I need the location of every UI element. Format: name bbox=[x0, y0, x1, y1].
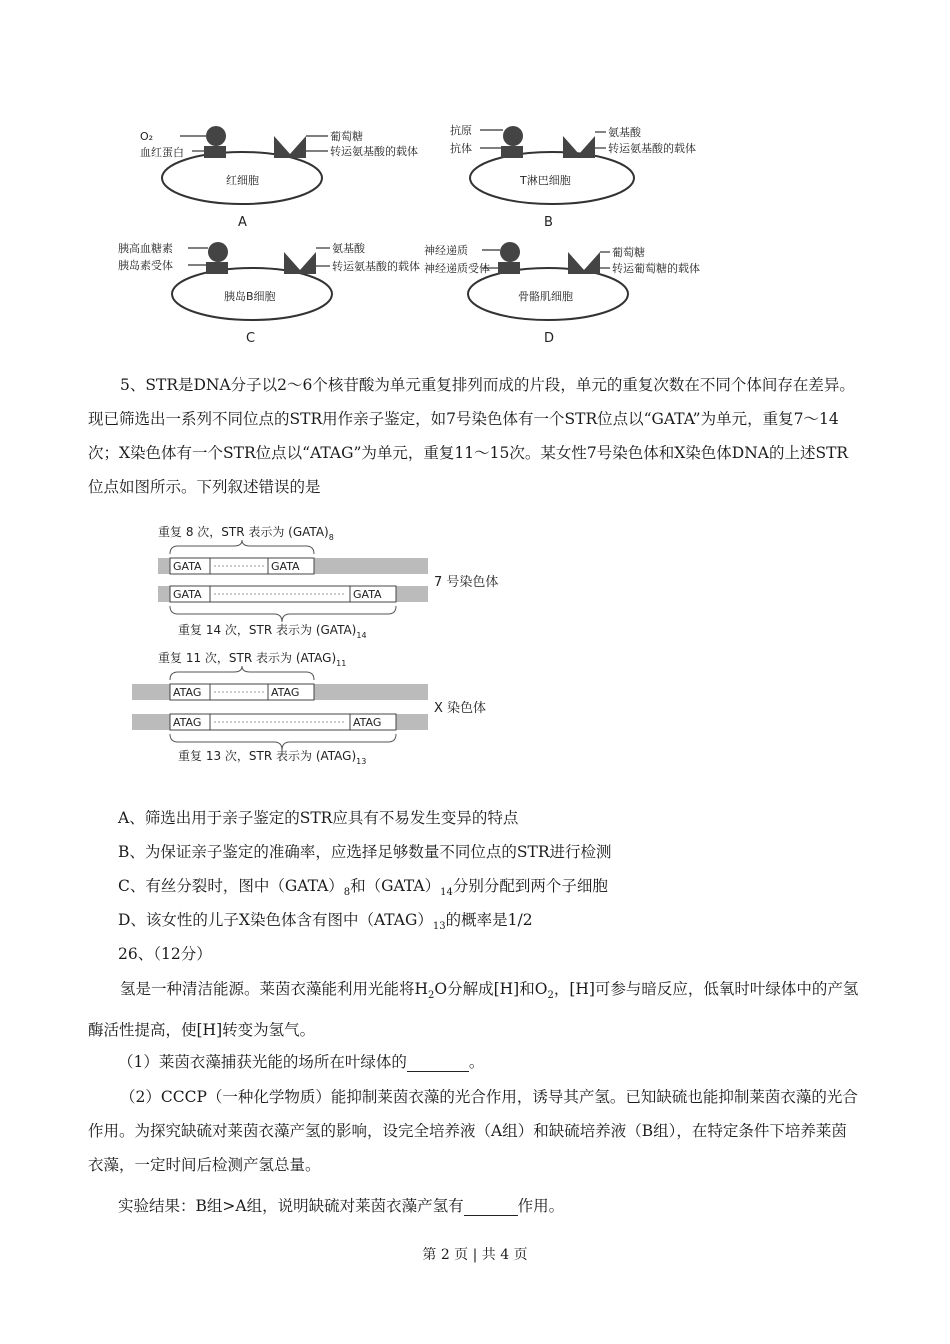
question-26-result: 实验结果：B组>A组，说明缺硫对莱茵衣藻产氢有 作用。 bbox=[118, 1197, 565, 1215]
chrX-unit-4: ATAG bbox=[353, 716, 382, 729]
cellD-letter: D bbox=[544, 331, 555, 346]
question-26-intro: 氢是一种清洁能源。莱茵衣藻能利用光能将$H_2O$分解成[H]和$O_2$，[H]可参与暗反应，低氧时叶绿体中的产氢酶活性提高，使[H]转变为氢气。 bbox=[88, 980, 859, 1040]
option-a: A、筛选出用于亲子鉴定的STR应具有不易发生变异的特点 bbox=[118, 809, 519, 827]
chr7-unit-1: GATA bbox=[173, 560, 202, 573]
question-5-stem: 5、STR是DNA分子以2～6个核苷酸为单元重复排列而成的片段，单元的重复次数在不同个体间存在差异。现已筛选出一系列不同位点的STR用作亲子鉴定，如7号染色体有一个STR位点以“GATA”为单元，重复7～14次；X染色体有一个STR位点以“ATAG”为单元，重复11～15次。某女性7号染色体和X染色体DNA的上述STR位点如图所示。下列叙述错误的是 bbox=[88, 376, 855, 496]
option-b: B、为保证亲子鉴定的准确率，应选择足够数量不同位点的STR进行检测 bbox=[118, 843, 612, 861]
chr7-bottom-label: 重复 14 次，STR 表示为 $(GATA)_{14}$ bbox=[178, 623, 367, 640]
cellD-label-glucose: 葡萄糖 bbox=[612, 246, 645, 259]
chr7-top-label: 重复 8 次，STR 表示为 $(GATA)_8$ bbox=[158, 525, 334, 542]
cellB-name: T淋巴细胞 bbox=[520, 174, 571, 187]
cell-membrane-figure bbox=[118, 118, 758, 350]
cellA-label-glucose: 葡萄糖 bbox=[330, 130, 363, 143]
cellB-letter: B bbox=[544, 215, 553, 230]
cellA-label-o2: O₂ bbox=[140, 130, 154, 143]
page-footer: 第 2 页 | 共 4 页 bbox=[422, 1247, 528, 1263]
cellA-label-hemoglobin: 血红蛋白 bbox=[140, 146, 184, 159]
cellA-letter: A bbox=[238, 215, 247, 230]
cellC-letter: C bbox=[246, 331, 256, 346]
option-d: D、该女性的儿子X染色体含有图中$(ATAG)_{13}$的概率是1/2 bbox=[118, 911, 533, 933]
option-c: C、有丝分裂时，图中$(GATA)_8$和$(GATA)_{14}$分别分配到两个子细胞 bbox=[118, 877, 608, 899]
str-figure bbox=[118, 518, 518, 776]
cellB-label-carrier: 转运氨基酸的载体 bbox=[608, 142, 696, 155]
cellB-label-antigen: 抗原 bbox=[450, 124, 472, 137]
chrX-top-label: 重复 11 次，STR 表示为 $(ATAG)_{11}$ bbox=[158, 651, 347, 668]
cellD-name: 骨骼肌细胞 bbox=[518, 290, 573, 303]
chrX-unit-2: ATAG bbox=[271, 686, 300, 699]
answer-blank-1[interactable] bbox=[407, 1053, 469, 1072]
chr7-unit-4: GATA bbox=[353, 588, 382, 601]
cellD-label-carrier: 转运葡萄糖的载体 bbox=[612, 262, 700, 275]
chrX-unit-1: ATAG bbox=[173, 686, 202, 699]
cellD-label-receptor: 神经递质受体 bbox=[424, 262, 490, 275]
cellC-label-amino: 氨基酸 bbox=[332, 242, 365, 255]
cellA-name: 红细胞 bbox=[226, 174, 259, 187]
cellD-label-transmitter: 神经递质 bbox=[424, 244, 468, 257]
chrX-unit-3: ATAG bbox=[173, 716, 202, 729]
question-26-part2: （2）CCCP（一种化学物质）能抑制莱茵衣藻的光合作用，诱导其产氢。已知缺硫也能抑制莱茵衣藻的光合作用。为探究缺硫对莱茵衣藻产氢的影响，设完全培养液（A组）和缺硫培养液（B组），在特定条件下培养莱茵衣藻，一定时间后检测产氢总量。 bbox=[88, 1088, 858, 1174]
cellA-label-carrier: 转运氨基酸的载体 bbox=[330, 145, 418, 158]
answer-blank-2[interactable] bbox=[464, 1197, 518, 1216]
chrX-name: X 染色体 bbox=[434, 701, 487, 716]
chr7-unit-3: GATA bbox=[173, 588, 202, 601]
cellC-label-glucagon: 胰高血糖素 bbox=[118, 242, 173, 255]
cellC-label-carrier: 转运氨基酸的载体 bbox=[332, 260, 420, 273]
question-26-part1: （1）莱茵衣藻捕获光能的场所在叶绿体的 。 bbox=[118, 1053, 485, 1071]
cellC-label-receptor: 胰岛素受体 bbox=[118, 259, 173, 272]
cellB-label-antibody: 抗体 bbox=[450, 142, 472, 155]
question-26-header: 26、（12分） bbox=[118, 945, 212, 963]
chr7-name: 7 号染色体 bbox=[434, 575, 499, 590]
cellC-name: 胰岛B细胞 bbox=[224, 290, 276, 303]
cellB-label-amino: 氨基酸 bbox=[608, 126, 641, 139]
chrX-bottom-label: 重复 13 次，STR 表示为 $(ATAG)_{13}$ bbox=[178, 749, 367, 766]
chr7-unit-2: GATA bbox=[271, 560, 300, 573]
